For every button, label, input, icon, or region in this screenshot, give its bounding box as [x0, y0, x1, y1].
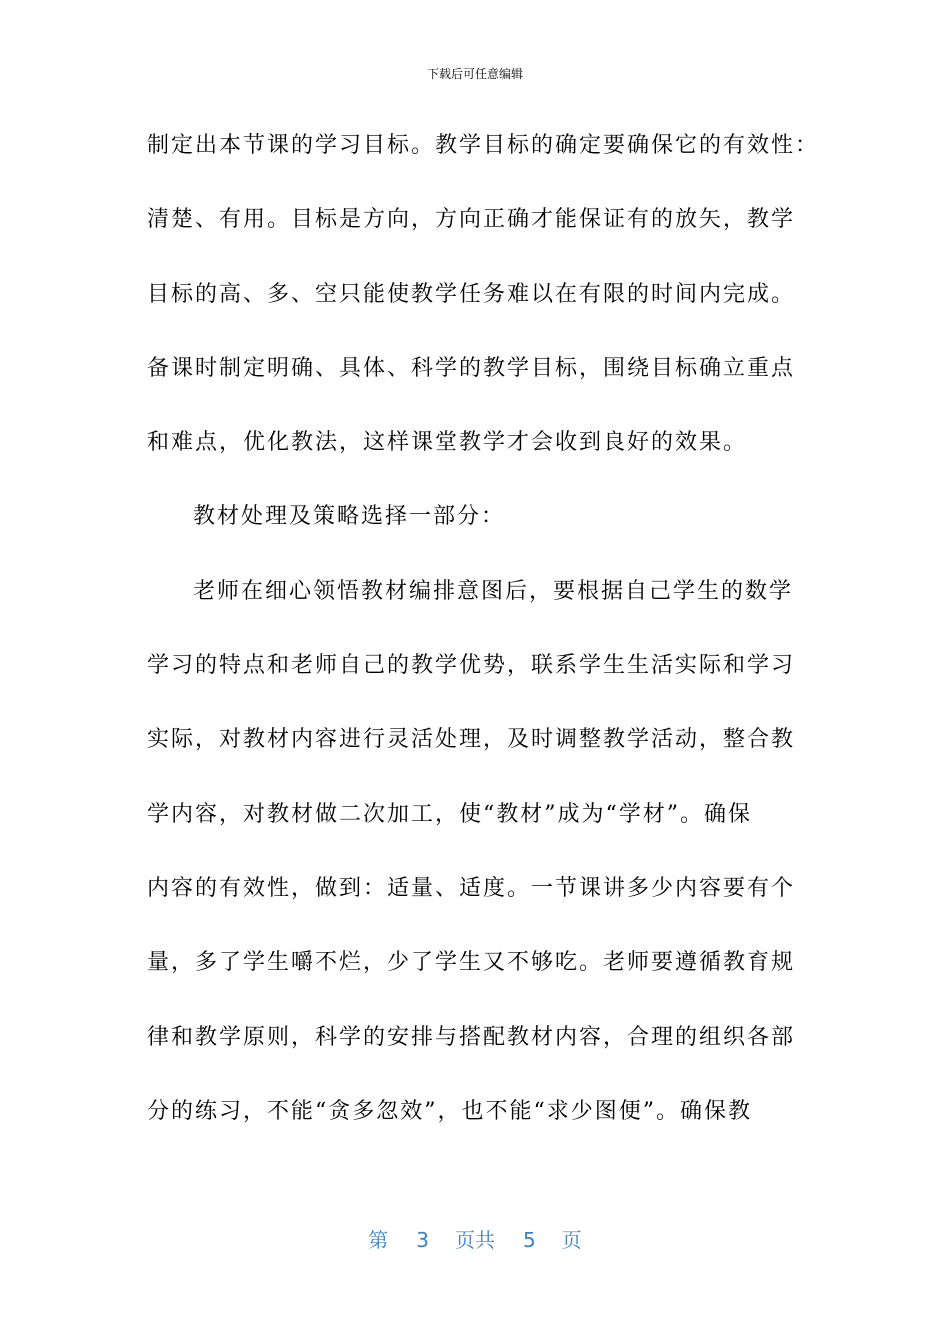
- page-footer: [0, 1226, 950, 1254]
- body-line: 实际，对教材内容进行灵活处理，及时调整教学活动，整合教: [147, 727, 796, 753]
- body-line: 学内容，对教材做二次加工，使“教材”成为“学材”。确保: [147, 801, 752, 827]
- document-body: [147, 126, 820, 1166]
- page-prefix: 第: [368, 1228, 389, 1252]
- body-line: 目标的高、多、空只能使教学任务难以在有限的时间内完成。: [147, 281, 796, 307]
- body-line: 内容的有效性，做到：适量、适度。一节课讲多少内容要有个: [147, 875, 796, 901]
- body-line: 制定出本节课的学习目标。教学目标的确定要确保它的有效性：: [147, 133, 820, 158]
- body-line: 备课时制定明确、具体、科学的教学目标，围绕目标确立重点: [147, 355, 796, 381]
- total-pages-number: 5: [523, 1228, 536, 1252]
- current-page-number: 3: [416, 1228, 429, 1252]
- page-suffix: 页: [561, 1228, 582, 1252]
- page-mid-label: 页共: [455, 1228, 495, 1252]
- paragraph-start-line: 老师在细心领悟教材编排意图后，要根据自己学生的数学: [193, 578, 794, 604]
- body-line: 律和教学原则，科学的安排与搭配教材内容，合理的组织各部: [147, 1024, 796, 1050]
- body-line: 和难点，优化教法，这样课堂教学才会收到良好的效果。: [147, 430, 748, 456]
- body-line: 清楚、有用。目标是方向，方向正确才能保证有的放矢，教学: [147, 207, 796, 233]
- body-line: 量，多了学生嚼不烂，少了学生又不够吃。老师要遵循教育规: [147, 950, 796, 976]
- body-line: 学习的特点和老师自己的教学优势，联系学生生活实际和学习: [147, 653, 796, 679]
- page-header: 下载后可任意编辑: [426, 67, 523, 81]
- section-heading: 教材处理及策略选择一部分：: [193, 504, 506, 530]
- body-line: 分的练习，不能“贪多忽效”，也不能“求少图便”。确保教: [147, 1098, 752, 1124]
